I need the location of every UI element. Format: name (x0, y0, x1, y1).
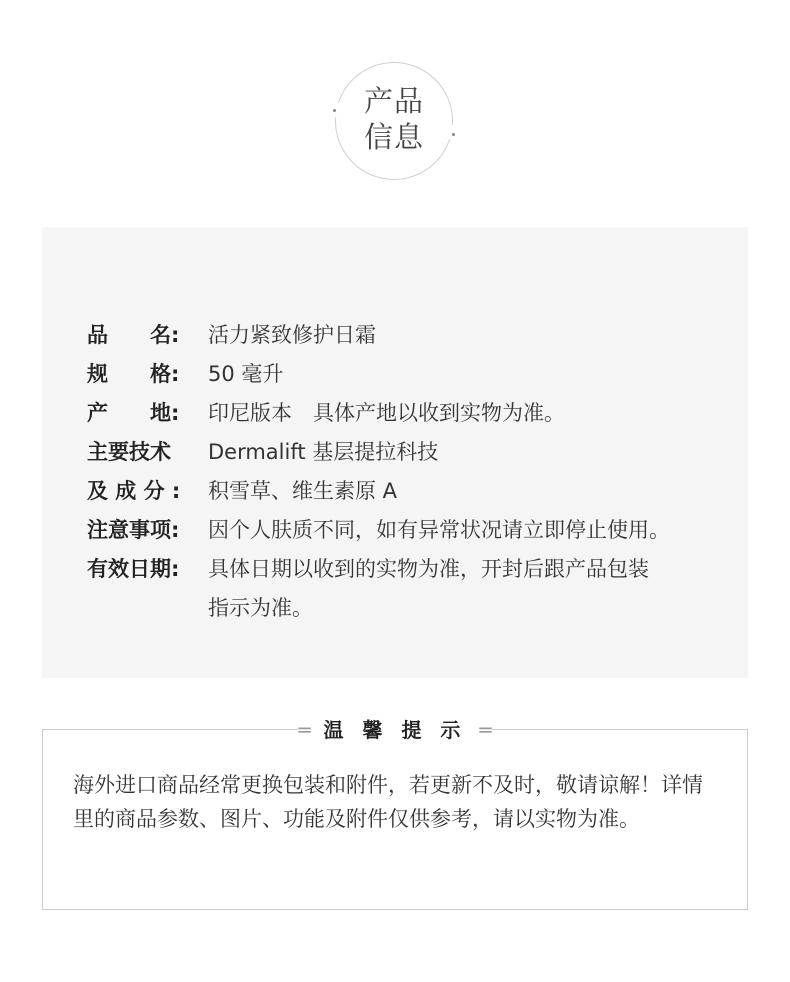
section-title (336, 83, 452, 155)
info-value: Dermalift 基层提拉科技 (208, 440, 439, 464)
info-value: 因个人肤质不同，如有异常状况请立即停止使用。 (208, 518, 670, 542)
notice-body: 海外进口商品经常更换包装和附件，若更新不及时，敬请谅解！详情里的商品参数、图片、功能及附件仅供参考，请以实物为准。 (73, 773, 703, 831)
notice-box (42, 718, 748, 910)
info-value: 指示为准。 (208, 596, 313, 620)
info-value: 具体日期以收到的实物为准，开封后跟产品包装 (208, 557, 649, 581)
notice-title (298, 717, 492, 743)
product-info-panel (42, 227, 748, 678)
info-value: 活力紧致修护日霜 (208, 323, 376, 347)
notice-title-text: 温 馨 提 示 (323, 718, 467, 742)
info-label: 规 格: (87, 362, 180, 386)
info-label: 产 地: (87, 401, 180, 425)
info-label: 品 名: (87, 323, 180, 347)
equals-icon: ═ (298, 718, 311, 742)
info-value: 积雪草、维生素原 A (208, 479, 398, 503)
title-line-2: 信息 (363, 120, 424, 154)
header-badge (335, 62, 453, 180)
info-value: 50 毫升 (208, 362, 284, 386)
equals-icon: ═ (479, 718, 492, 742)
title-line-1: 产品 (363, 84, 424, 118)
info-label: 注意事项: (87, 518, 180, 542)
info-label: 及 成 分 : (87, 479, 181, 503)
info-value: 印尼版本 具体产地以收到实物为准。 (208, 401, 565, 425)
info-label: 有效日期: (87, 557, 180, 581)
info-label: 主要技术 (87, 440, 171, 464)
